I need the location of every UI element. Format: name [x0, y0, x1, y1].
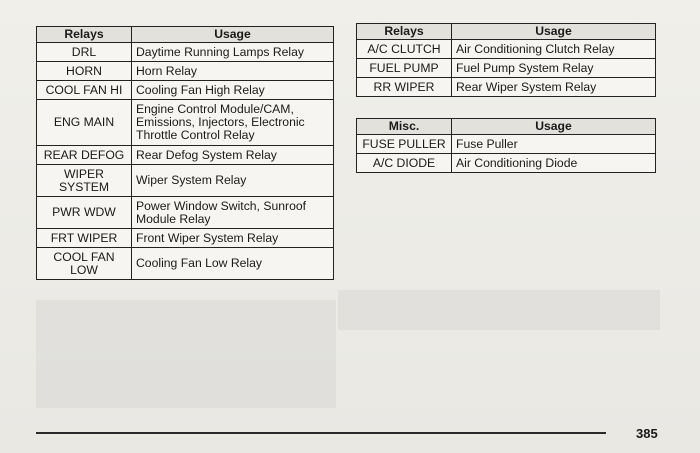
relay-name: FUEL PUMP	[357, 59, 452, 78]
misc-usage: Air Conditioning Diode	[452, 154, 656, 173]
relay-name: A/C CLUTCH	[357, 40, 452, 59]
bleed-through-left	[36, 300, 336, 408]
relay-usage: Air Conditioning Clutch Relay	[452, 40, 656, 59]
relays-table-right	[356, 23, 656, 97]
relay-usage: Power Window Switch, Sunroof Module Relay	[132, 197, 334, 229]
relay-usage: Rear Wiper System Relay	[452, 78, 656, 97]
table-row	[37, 81, 334, 100]
table-row	[37, 100, 334, 146]
relay-usage: Daytime Running Lamps Relay	[132, 43, 334, 62]
misc-name: FUSE PULLER	[357, 135, 452, 154]
table-row	[357, 40, 656, 59]
table-row	[37, 248, 334, 280]
relay-usage: Engine Control Module/CAM, Emissions, Injectors, Electronic Throttle Control Relay	[132, 100, 334, 146]
relay-name: COOL FAN LOW	[37, 248, 132, 280]
misc-table	[356, 118, 656, 173]
table-row	[357, 135, 656, 154]
table-row	[357, 59, 656, 78]
relay-usage: Wiper System Relay	[132, 165, 334, 197]
header-relays: Relays	[37, 27, 132, 43]
relay-name: HORN	[37, 62, 132, 81]
misc-name: A/C DIODE	[357, 154, 452, 173]
table-row	[37, 43, 334, 62]
relay-usage: Rear Defog System Relay	[132, 146, 334, 165]
relay-usage: Cooling Fan High Relay	[132, 81, 334, 100]
relay-name: PWR WDW	[37, 197, 132, 229]
relay-usage: Front Wiper System Relay	[132, 229, 334, 248]
table-row	[37, 62, 334, 81]
relay-name: DRL	[37, 43, 132, 62]
table-row	[37, 229, 334, 248]
table-row	[357, 154, 656, 173]
relay-name: ENG MAIN	[37, 100, 132, 146]
table-row	[37, 197, 334, 229]
misc-usage: Fuse Puller	[452, 135, 656, 154]
table-header-row	[357, 24, 656, 40]
header-usage: Usage	[452, 24, 656, 40]
relay-name: REAR DEFOG	[37, 146, 132, 165]
footer-rule	[36, 432, 606, 434]
header-usage: Usage	[452, 119, 656, 135]
relay-name: RR WIPER	[357, 78, 452, 97]
table-row	[37, 146, 334, 165]
header-misc: Misc.	[357, 119, 452, 135]
table-row	[357, 78, 656, 97]
relay-name: COOL FAN HI	[37, 81, 132, 100]
relay-usage: Cooling Fan Low Relay	[132, 248, 334, 280]
relays-table-left	[36, 26, 334, 280]
header-relays: Relays	[357, 24, 452, 40]
bleed-through-right	[338, 290, 660, 330]
header-usage: Usage	[132, 27, 334, 43]
relay-name: WIPER SYSTEM	[37, 165, 132, 197]
relay-usage: Horn Relay	[132, 62, 334, 81]
table-row	[37, 165, 334, 197]
relay-usage: Fuel Pump System Relay	[452, 59, 656, 78]
table-header-row	[357, 119, 656, 135]
relay-name: FRT WIPER	[37, 229, 132, 248]
table-header-row	[37, 27, 334, 43]
page-number: 385	[636, 426, 658, 441]
